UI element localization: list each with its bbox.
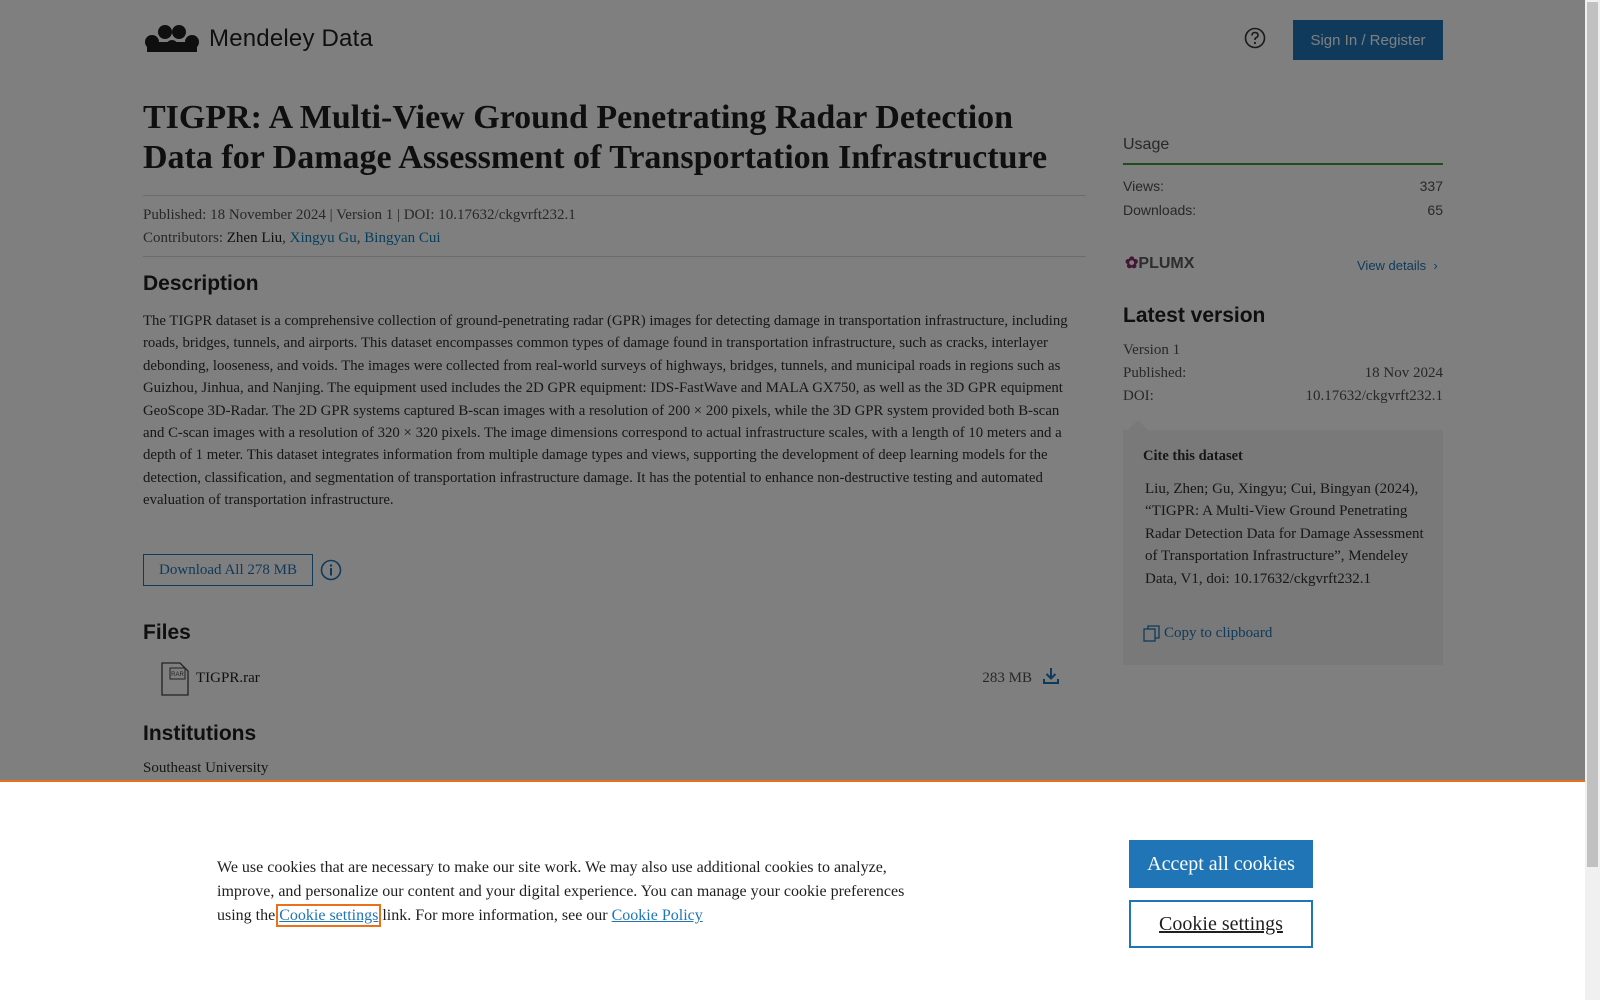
cookie-policy-link[interactable]: Cookie Policy [611,907,703,924]
cookie-text-part1: We use cookies that are necessary to make our site work. We may also use additional cookies to analyze, improve, and personalize our content and your digital experience. You can manage your cookie preferences using the [217,859,905,924]
scrollbar-thumb[interactable] [1587,2,1598,867]
cookie-message [217,856,937,928]
cookie-banner [0,780,1585,1000]
cookie-settings-button[interactable]: Cookie settings [1129,900,1313,948]
accept-all-cookies-button[interactable]: Accept all cookies [1129,840,1313,888]
scrollbar[interactable] [1585,0,1600,1000]
cookie-text-part2: link. For more information, see our [378,907,612,924]
cookie-settings-link[interactable]: Cookie settings [279,907,379,924]
